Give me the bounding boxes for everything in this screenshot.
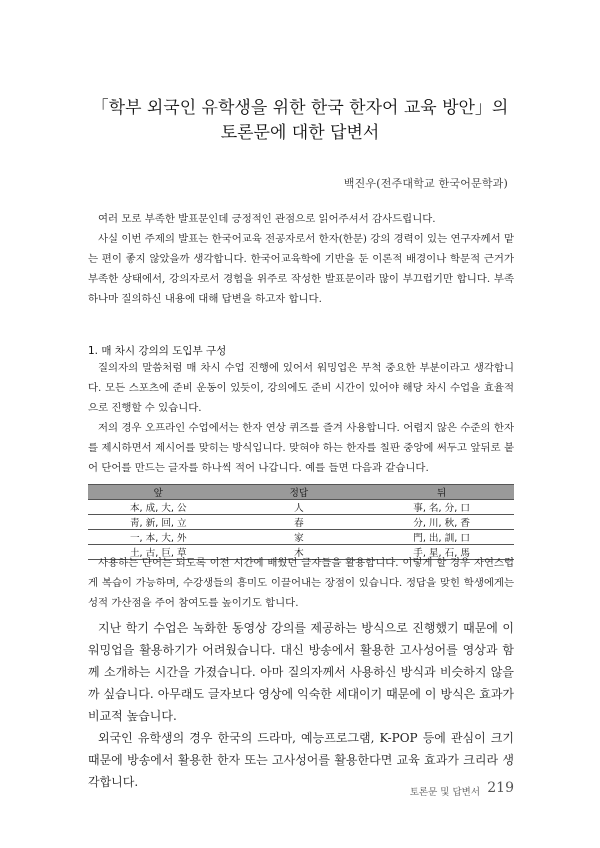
table-row xyxy=(88,500,514,515)
table-row xyxy=(88,515,514,530)
closing-body xyxy=(88,617,514,793)
table-cell: 本, 成, 大, 公 xyxy=(88,500,229,515)
table-cell: 土, 古, 巨, 草 xyxy=(88,545,229,560)
table-cell: 靑, 新, 回, 立 xyxy=(88,515,229,530)
page-number: 219 xyxy=(487,780,514,796)
title-line-2: 토론문에 대한 답변서 xyxy=(220,123,380,143)
table-cell: 事, 名, 分, 口 xyxy=(369,500,514,515)
table-header-front: 앞 xyxy=(88,485,229,500)
body-paragraph: 저의 경우 오프라인 수업에서는 한자 연상 퀴즈를 즐겨 사용합니다. 어렵지 않은 수준의 한자를 제시하면서 제시어를 맞히는 방식입니다. 맞혀야 하는 한자를 칠판 중앙에 써두고 앞뒤로 붙어 단어를 만드는 글자를 하나씩 적어 나갑니다. 예를 들면 다음과 같습니다. xyxy=(88,422,514,474)
body-paragraph: 지난 학기 수업은 녹화한 동영상 강의를 제공하는 방식으로 진행했기 때문에 이 워밍업을 활용하기가 어려웠습니다. 대신 방송에서 활용한 고사성어를 영상과 함께 소개하는 시간을 가졌습니다. 아마 질의자께서 사용하신 방식과 비슷하지 않을까 싶습니다. 아무래도 글자보다 영상에 익숙한 세대이기 때문에 이 방식은 효과가 비교적 높습니다. xyxy=(88,621,514,723)
hanja-quiz-table xyxy=(88,484,514,560)
body-paragraph: 외국인 유학생의 경우 한국의 드라마, 예능프로그램, K-POP 등에 관심이 크기 때문에 방송에서 활용한 한자 또는 고사성어를 활용한다면 교육 효과가 크리라 생각합니다. xyxy=(88,731,514,789)
author-affiliation: 백진우(전주대학교 한국어문학과) xyxy=(343,177,508,190)
table-header-answer: 정답 xyxy=(229,485,370,500)
table-header-row xyxy=(88,485,514,500)
table-cell: 分, 川, 秋, 香 xyxy=(369,515,514,530)
table-cell: 木 xyxy=(229,545,370,560)
intro-paragraph: 여러 모로 부족한 발표문인데 긍정적인 관점으로 읽어주셔서 감사드립니다. xyxy=(98,213,436,225)
after-table-body xyxy=(88,553,514,613)
intro-section xyxy=(88,209,514,309)
section-1-body xyxy=(88,358,514,478)
title-line-1: 「학부 외국인 유학생을 위한 한국 한자어 교육 방안」의 xyxy=(91,98,509,118)
table-cell: 春 xyxy=(229,515,370,530)
table-cell: 門, 出, 訓, 口 xyxy=(369,530,514,545)
table-cell: 家 xyxy=(229,530,370,545)
table-cell: 手, 星, 石, 馬 xyxy=(369,545,514,560)
running-footer: 토론문 및 답변서 xyxy=(409,787,480,798)
table-cell: 一, 本, 大, 外 xyxy=(88,530,229,545)
body-paragraph: 질의자의 말씀처럼 매 차시 수업 진행에 있어서 워밍업은 무척 중요한 부분이라고 생각합니다. 모든 스포츠에 준비 운동이 있듯이, 강의에도 준비 시간이 있어야 해당 차시 수업을 효율적으로 진행할 수 있습니다. xyxy=(88,362,514,414)
page-title xyxy=(0,96,600,146)
section-heading: 1. 매 차시 강의의 도입부 구성 xyxy=(88,345,227,357)
intro-paragraph: 사실 이번 주제의 발표는 한국어교육 전공자로서 한자(한문) 강의 경력이 있는 연구자께서 맡는 편이 좋지 않았을까 생각합니다. 한국어교육학에 기반을 둔 이론적 배경이나 학문적 근거가 부족한 상태에서, 강의자로서 경험을 위주로 작성한 발표문이라 많이 부끄럽기만 합니다. 부족하나마 질의하신 내용에 대해 답변을 하고자 합니다. xyxy=(88,233,514,305)
body-paragraph: 사용하는 단어는 되도록 이전 시간에 배웠던 글자들을 활용합니다. 이렇게 할 경우 자연스럽게 복습이 가능하며, 수강생들의 흥미도 이끌어내는 장점이 있습니다. 정답을 맞힌 학생에게는 성적 가산점을 주어 참여도를 높이기도 합니다. xyxy=(88,557,514,609)
table-header-back: 뒤 xyxy=(369,485,514,500)
table-cell: 人 xyxy=(229,500,370,515)
table-row xyxy=(88,530,514,545)
